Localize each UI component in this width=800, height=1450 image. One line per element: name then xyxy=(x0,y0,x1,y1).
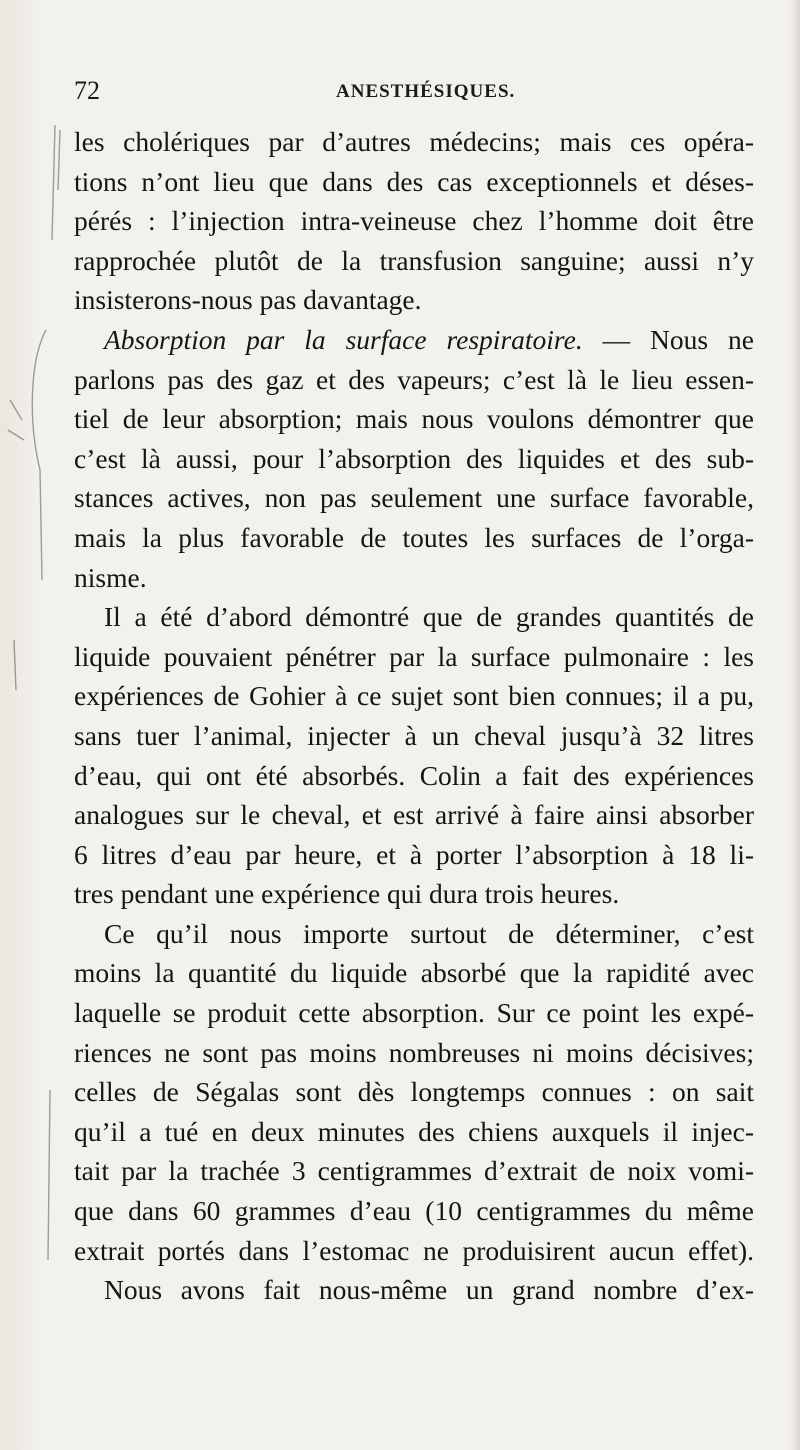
text-line xyxy=(74,716,754,756)
text-line xyxy=(74,597,754,637)
line-text: d’eau, qui ont été absorbés. Colin a fait des expériences xyxy=(74,759,754,791)
line-text: que dans 60 grammes d’eau (10 centigrammes du même xyxy=(74,1195,754,1227)
line-text: Il a été d’abord démontré que de grandes quantités de xyxy=(104,601,754,633)
line-text: Nous avons fait nous-même un grand nombre d’ex- xyxy=(104,1274,754,1306)
page-header xyxy=(74,76,754,108)
pencil-line-4 xyxy=(48,1090,50,1260)
text-line xyxy=(74,399,754,439)
running-head: ANESTHÉSIQUES. xyxy=(336,81,516,102)
text-line xyxy=(74,280,754,320)
text-line xyxy=(74,1151,754,1191)
line-text: — Nous ne xyxy=(582,323,754,355)
line-text: liquide pouvaient pénétrer par la surface pulmonaire : les xyxy=(74,640,754,672)
text-line xyxy=(74,1033,754,1073)
line-text: Ce qu’il nous importe surtout de déterminer, c’est xyxy=(104,917,754,949)
text-line xyxy=(74,241,754,281)
section-heading-italic: Absorption par la surface respiratoire. xyxy=(104,323,583,355)
line-text: stances actives, non pas seulement une surface favorable, xyxy=(74,482,754,514)
text-line xyxy=(74,478,754,518)
line-text: les cholériques par d’autres médecins; mais ces opéra- xyxy=(74,126,754,157)
text-line xyxy=(74,953,754,993)
text-line xyxy=(74,558,754,598)
text-line xyxy=(74,795,754,835)
line-text: extrait portés dans l’estomac ne produisirent aucun effet). xyxy=(74,1234,754,1266)
line-text: analogues sur le cheval, et est arrivé à faire ainsi absorber xyxy=(74,799,754,831)
line-text: insisterons-nous pas davantage. xyxy=(74,284,422,316)
line-text: rapprochée plutôt de la transfusion sanguine; aussi n’y xyxy=(74,244,754,276)
line-text: qu’il a tué en deux minutes des chiens auxquels il injec- xyxy=(74,1115,754,1147)
text-line xyxy=(74,1270,754,1310)
text-line xyxy=(74,162,754,202)
text-line xyxy=(74,676,754,716)
page-number: 72 xyxy=(74,76,100,105)
text-line xyxy=(74,993,754,1033)
text-line xyxy=(74,1231,754,1271)
text-line xyxy=(74,360,754,400)
text-line xyxy=(74,201,754,241)
line-text: celles de Ségalas sont dès longtemps connues : on sait xyxy=(74,1076,754,1108)
line-text: moins la quantité du liquide absorbé que la rapidité avec xyxy=(74,957,754,989)
line-text: tres pendant une expérience qui dura trois heures. xyxy=(74,878,620,910)
text-line xyxy=(74,1112,754,1152)
line-text: parlons pas des gaz et des vapeurs; c’est là le lieu essen- xyxy=(74,363,754,395)
line-text: tiel de leur absorption; mais nous voulons démontrer que xyxy=(74,403,754,435)
text-line xyxy=(74,1191,754,1231)
text-line xyxy=(74,914,754,954)
left-margin xyxy=(0,0,40,1450)
text-line xyxy=(74,439,754,479)
pencil-line-1 xyxy=(52,125,55,240)
text-line xyxy=(74,835,754,875)
pencil-line-2 xyxy=(58,130,60,190)
page-edge xyxy=(790,0,800,1450)
text-line xyxy=(74,122,754,162)
line-text: expériences de Gohier à ce sujet sont bien connues; il a pu, xyxy=(74,680,754,712)
line-text: nisme. xyxy=(74,561,147,593)
text-line xyxy=(74,756,754,796)
text-line xyxy=(74,1072,754,1112)
body-text xyxy=(74,122,754,1310)
text-line xyxy=(74,518,754,558)
text-line xyxy=(74,637,754,677)
line-text: mais la plus favorable de toutes les surfaces de l’orga- xyxy=(74,521,754,553)
line-text: tait par la trachée 3 centigrammes d’extrait de noix vomi- xyxy=(74,1155,754,1187)
line-text: pérés : l’injection intra-veineuse chez l’homme doit être xyxy=(74,205,754,237)
line-text: tions n’ont lieu que dans des cas exceptionnels et déses- xyxy=(74,165,754,197)
text-line xyxy=(74,874,754,914)
line-text: 6 litres d’eau par heure, et à porter l’absorption à 18 li- xyxy=(74,838,754,870)
text-line xyxy=(74,320,754,360)
line-text: laquelle se produit cette absorption. Sur ce point les expé- xyxy=(74,997,754,1029)
line-text: sans tuer l’animal, injecter à un cheval jusqu’à 32 litres xyxy=(74,719,754,751)
line-text: riences ne sont pas moins nombreuses ni moins décisives; xyxy=(74,1036,754,1068)
line-text: c’est là aussi, pour l’absorption des liquides et des sub- xyxy=(74,442,754,474)
